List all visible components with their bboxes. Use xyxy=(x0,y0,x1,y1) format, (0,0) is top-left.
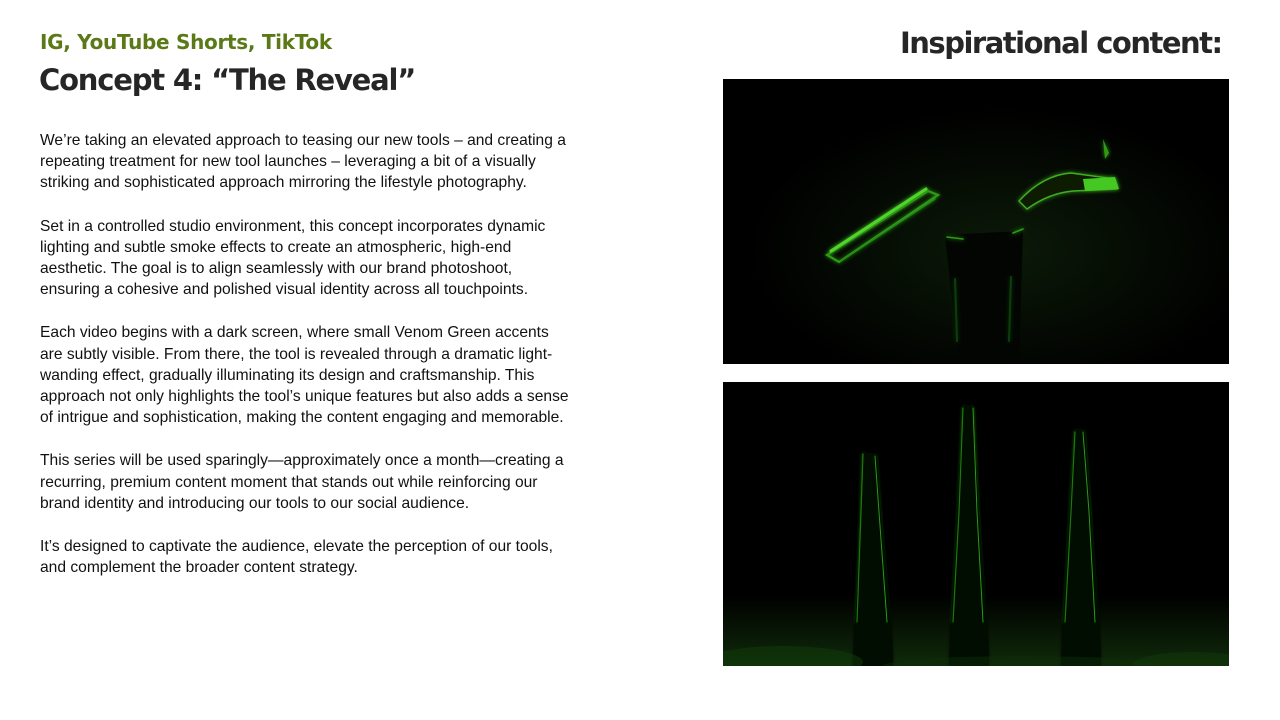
concept-description xyxy=(40,130,570,600)
platforms-label: IG, YouTube Shorts, TikTok xyxy=(40,30,332,54)
paragraph-goal: It’s designed to captivate the audience, elevate the perception of our tools, and complement the broader content strategy. xyxy=(40,538,553,577)
paragraph-environment: Set in a controlled studio environment, this concept incorporates dynamic lighting and subtle smoke effects to create an atmospheric, high-end aesthetic. The goal is to align seamlessly with our brand photoshoot, ensuring a cohesive and polished visual identity across all touchpoints. xyxy=(40,217,546,299)
inspiration-image-tools xyxy=(723,79,1229,364)
hammer-tongs-illustration xyxy=(723,79,1229,364)
paragraph-reveal: Each video begins with a dark screen, where small Venom Green accents are subtly visible. From there, the tool is revealed through a dramatic light-wanding effect, gradually illuminating its design and craftsmanship. This approach not only highlights the tool’s unique features but also adds a sense of intrigue and sophistication, making the content engaging and memorable. xyxy=(40,324,569,427)
concept-title: Concept 4: “The Reveal” xyxy=(39,63,416,97)
inspiration-image-pliers xyxy=(723,382,1229,666)
paragraph-approach: We’re taking an elevated approach to teasing our new tools – and creating a repeating treatment for new tool launches – leveraging a bit of a visually striking and sophisticated approach mirroring the lifestyle photography. xyxy=(40,132,566,192)
paragraph-frequency: This series will be used sparingly—approximately once a month—creating a recurring, premium content moment that stands out while reinforcing our brand identity and introducing our tools to our social audience. xyxy=(40,452,564,512)
inspiration-heading: Inspirational content: xyxy=(900,26,1222,60)
pliers-illustration xyxy=(723,382,1229,666)
